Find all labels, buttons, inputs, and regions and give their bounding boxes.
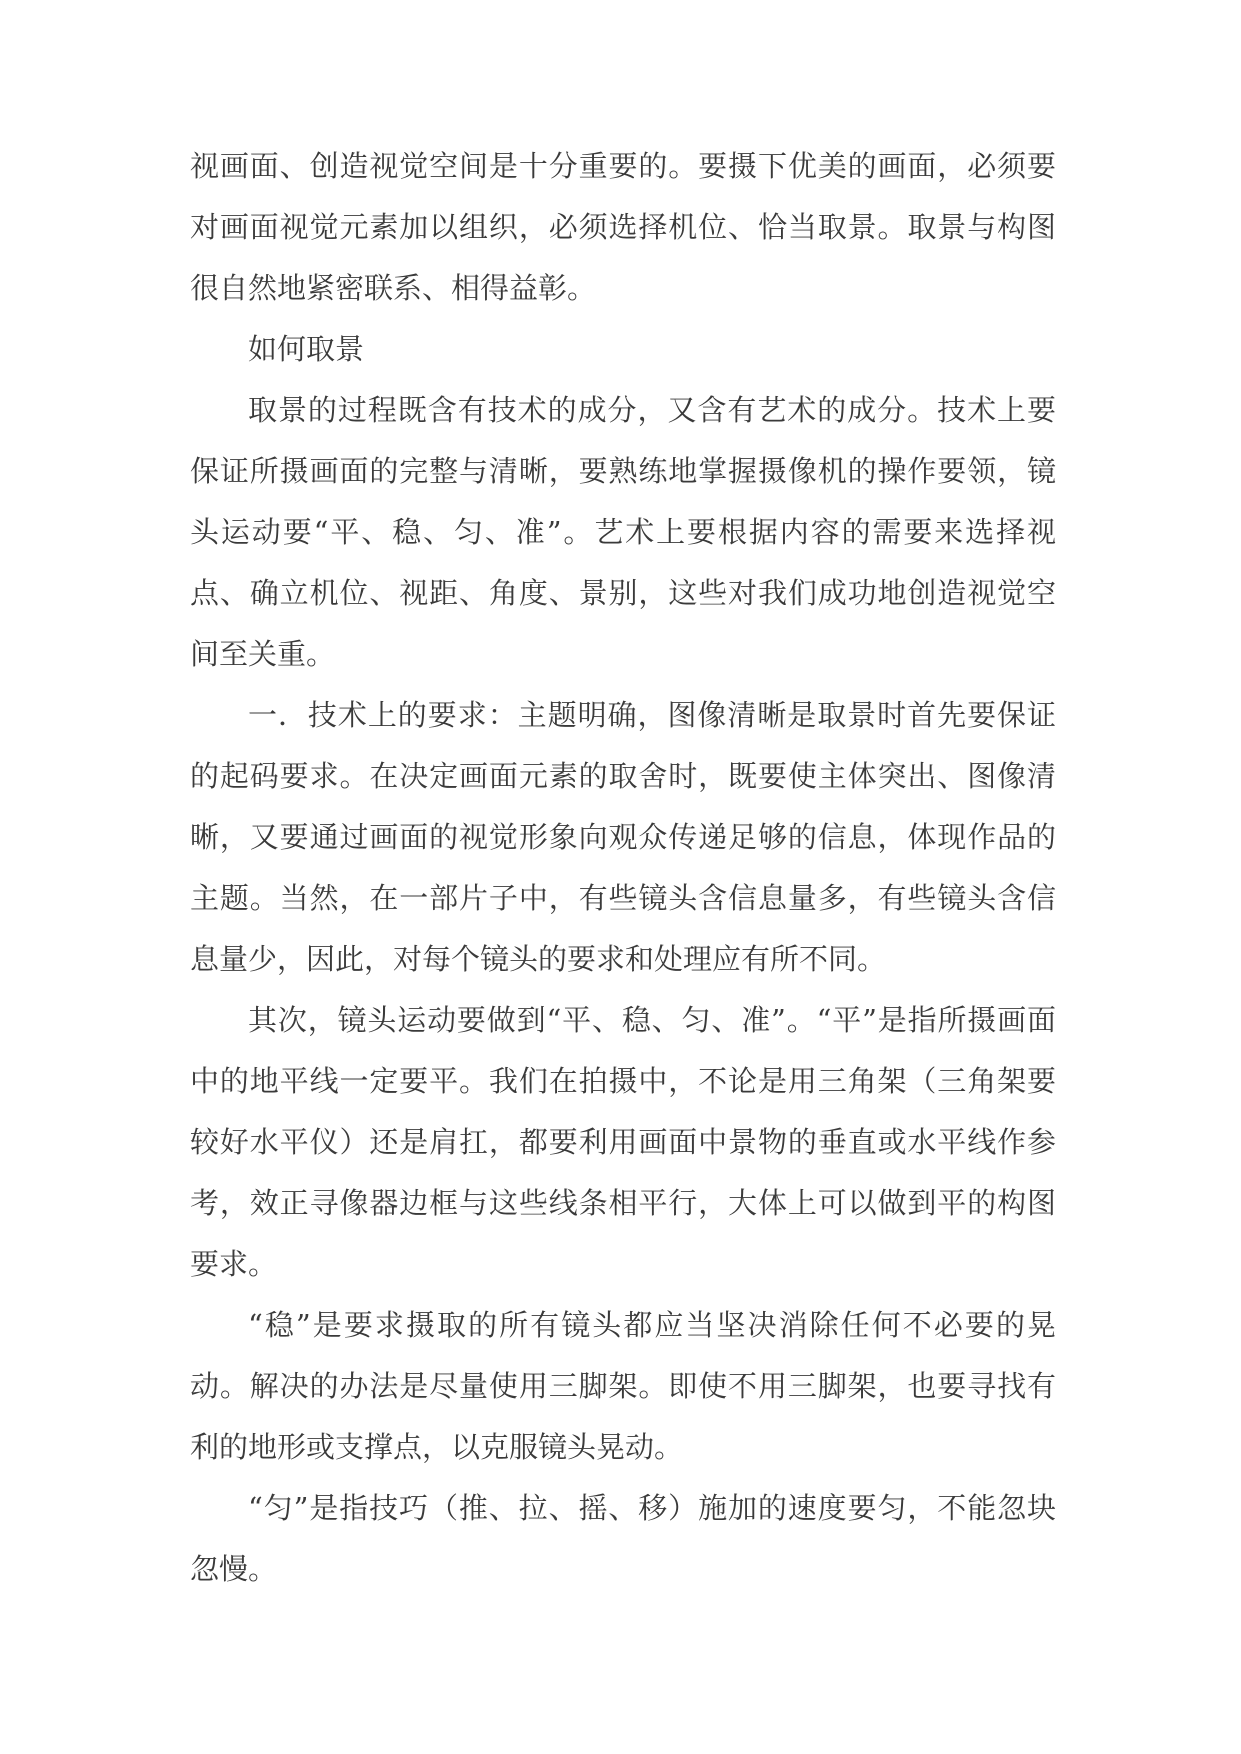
document-page <box>190 136 1056 1600</box>
section-heading-how-to-frame: 如何取景 <box>248 332 365 366</box>
paragraph-1: 视画面、创造视觉空间是十分重要的。要摄下优美的画面，必须要对画面视觉元素加以组织，必须选择机位、恰当取景。取景与构图很自然地紧密联系、相得益彰。 <box>190 149 1056 305</box>
paragraph-3: 取景的过程既含有技术的成分，又含有艺术的成分。技术上要保证所摄画面的完整与清晰，要熟练地掌握摄像机的操作要领，镜头运动要“平、稳、匀、准”。艺术上要根据内容的需要来选择视点、确立机位、视距、角度、景别，这些对我们成功地创造视觉空间至关重。 <box>190 393 1056 671</box>
paragraph-6: “稳”是要求摄取的所有镜头都应当坚决消除任何不必要的晃动。解决的办法是尽量使用三脚架。即使不用三脚架，也要寻找有利的地形或支撑点，以克服镜头晃动。 <box>190 1308 1056 1464</box>
paragraph-4: 一．技术上的要求：主题明确，图像清晰是取景时首先要保证的起码要求。在决定画面元素的取舍时，既要使主体突出、图像清晰，又要通过画面的视觉形象向观众传递足够的信息，体现作品的主题。当然，在一部片子中，有些镜头含信息量多，有些镜头含信息量少，因此，对每个镜头的要求和处理应有所不同。 <box>190 698 1056 976</box>
paragraph-7: “匀”是指技巧（推、拉、摇、移）施加的速度要匀，不能忽块忽慢。 <box>190 1491 1056 1586</box>
paragraph-5: 其次，镜头运动要做到“平、稳、匀、准”。“平”是指所摄画面中的地平线一定要平。我们在拍摄中，不论是用三角架（三角架要较好水平仪）还是肩扛，都要利用画面中景物的垂直或水平线作参考，效正寻像器边框与这些线条相平行，大体上可以做到平的构图要求。 <box>190 1003 1056 1281</box>
